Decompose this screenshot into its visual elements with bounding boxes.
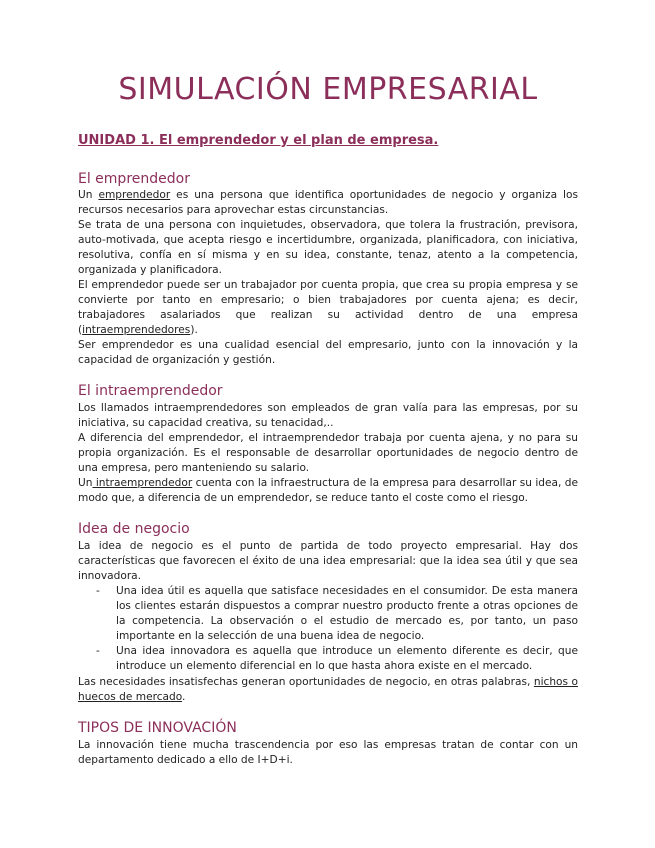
paragraph-intraemprendedor-intro: Los llamados intraemprendedores son empleados de gran valía para las empresas, por su iniciativa, su capacidad creativa, su tenacidad,.. <box>78 402 578 429</box>
term-nichos-de-mercado: nichos o huecos de mercado <box>78 676 579 703</box>
section-heading-intraemprendedor: El intraemprendedor <box>78 383 223 399</box>
list-item: - Una idea innovadora es aquella que introduce un elemento diferente es decir, que introduce un elemento diferencial en lo que hasta ahora existe en el mercado. <box>96 645 578 672</box>
paragraph-emprendedor-quality: Ser emprendedor es una cualidad esencial del empresario, junto con la innovación y la capacidad de organización y gestión. <box>78 339 578 366</box>
list-item: - Una idea útil es aquella que satisface necesidades en el consumidor. De esta manera los clientes estarán dispuestos a comprar nuestro producto frente a otras opciones de la competencia. La observación o el estudio de mercado es, por tanto, un paso importante en la selección de una buena idea de negocio. <box>96 585 578 642</box>
paragraph-intraemprendedor-difference: A diferencia del emprendedor, el intraemprendedor trabaja por cuenta ajena, y no para su propia organización. Es el responsable de desarrollar oportunidades de negocio dentro de una empresa, pero manteniendo su salario. <box>78 432 578 474</box>
paragraph-intraemprendedor-infrastructure: Un intraemprendedor cuenta con la infraestructura de la empresa para desarrollar su idea, de modo que, a diferencia de un emprendedor, se reduce tanto el coste como el riesgo. <box>78 477 578 504</box>
term-intraemprendedores: intraemprendedores <box>82 324 191 336</box>
section-heading-innovacion: TIPOS DE INNOVACIÓN <box>78 720 237 736</box>
paragraph-emprendedor-definition: Un emprendedor es una persona que identifica oportunidades de negocio y organiza los recursos necesarios para aprovechar estas circunstancias. <box>78 189 578 216</box>
dash-bullet: - <box>96 585 100 597</box>
paragraph-innovacion: La innovación tiene mucha trascendencia por eso las empresas tratan de contar con un departamento dedicado a ello de I+D+i. <box>78 739 578 766</box>
paragraph-emprendedor-traits: Se trata de una persona con inquietudes, observadora, que tolera la frustración, previsora, auto-motivada, que acepta riesgo e incertidumbre, organizada, planificadora, con iniciativa, resolutiva, confía en sí misma y en su idea, constante, tenaz, atento a la competencia, organizada y planificadora. <box>78 219 578 276</box>
idea-bullet-list <box>78 584 578 674</box>
section-heading-emprendedor: El emprendedor <box>78 171 190 187</box>
dash-bullet: - <box>96 645 100 657</box>
paragraph-idea-needs: Las necesidades insatisfechas generan oportunidades de negocio, en otras palabras, nichos o huecos de mercado. <box>78 676 579 703</box>
paragraph-idea-intro: La idea de negocio es el punto de partida de todo proyecto empresarial. Hay dos características que favorecen el éxito de una idea empresarial: que la idea sea útil y que sea innovadora. <box>78 540 578 582</box>
unit-heading: UNIDAD 1. El emprendedor y el plan de empresa. <box>78 133 439 148</box>
section-heading-idea: Idea de negocio <box>78 521 190 537</box>
term-emprendedor: emprendedor <box>98 189 171 201</box>
paragraph-emprendedor-types: El emprendedor puede ser un trabajador por cuenta propia, que crea su propia empresa y se convierte por tanto en empresario; o bien trabajadores por cuenta ajena; es decir, trabajadores asalariados que realizan su actividad dentro de una empresa (intraemprendedores). <box>78 279 578 336</box>
term-intraemprendedor: intraemprendedor <box>92 477 193 489</box>
page-title: SIMULACIÓN EMPRESARIAL <box>118 72 538 107</box>
